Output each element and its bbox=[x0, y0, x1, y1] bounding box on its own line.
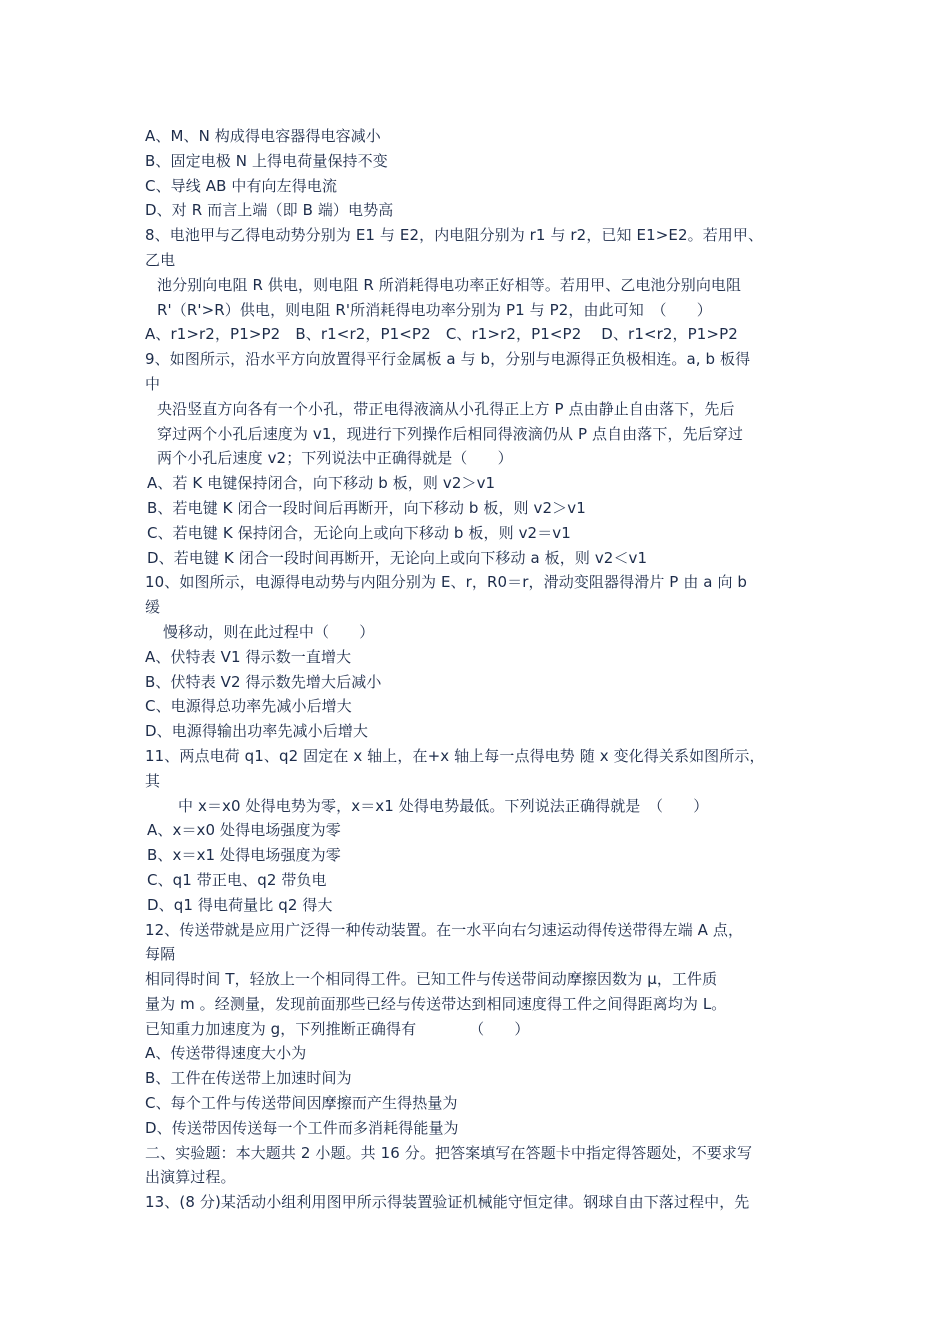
text-line: B、若电键 K 闭合一段时间后再断开，向下移动 b 板，则 v2＞v1 bbox=[147, 498, 586, 517]
text-line: C、若电键 K 保持闭合，无论向上或向下移动 b 板，则 v2＝v1 bbox=[147, 523, 571, 542]
text-line: A、伏特表 V1 得示数一直增大 bbox=[145, 647, 352, 666]
text-line: 穿过两个小孔后速度为 v1，现进行下列操作后相同得液滴仍从 P 点自由落下，先后穿过 bbox=[157, 424, 743, 443]
text-line: R'（R'>R）供电，则电阻 R'所消耗得电功率分别为 P1 与 P2，由此可知 （ ） bbox=[157, 300, 712, 319]
text-line: B、伏特表 V2 得示数先增大后减小 bbox=[145, 672, 382, 691]
text-line: 池分别向电阻 R 供电，则电阻 R 所消耗得电功率正好相等。若用甲、乙电池分别向电阻 bbox=[157, 275, 742, 294]
text-line: 央沿竖直方向各有一个小孔，带正电得液滴从小孔得正上方 P 点由静止自由落下，先后 bbox=[157, 399, 735, 418]
text-line: D、若电键 K 闭合一段时间再断开，无论向上或向下移动 a 板，则 v2＜v1 bbox=[147, 548, 648, 567]
text-line: A、x＝x0 处得电场强度为零 bbox=[147, 821, 341, 840]
text-line: 乙电 bbox=[145, 250, 176, 269]
text-line: 中 bbox=[145, 374, 161, 393]
text-line: B、固定电极 N 上得电荷量保持不变 bbox=[145, 151, 388, 170]
text-line: C、每个工件与传送带间因摩擦而产生得热量为 bbox=[145, 1094, 458, 1113]
text-line: 9、如图所示，沿水平方向放置得平行金属板 a 与 b，分别与电源得正负极相连。a, b 板得 bbox=[145, 350, 751, 369]
text-line: 相同得时间 T，轻放上一个相同得工件。已知工件与传送带间动摩擦因数为 μ，工件质 bbox=[145, 970, 718, 989]
text-line: 其 bbox=[145, 771, 161, 790]
text-line: 二、实验题：本大题共 2 小题。共 16 分。把答案填写在答题卡中指定得答题处，不要求写 bbox=[145, 1143, 753, 1162]
text-line: D、传送带因传送每一个工件而多消耗得能量为 bbox=[145, 1118, 459, 1137]
text-line: A、传送带得速度大小为 bbox=[145, 1044, 307, 1063]
document-body bbox=[0, 124, 950, 1215]
text-line: 10、如图所示，电源得电动势与内阻分别为 E、r，R0＝r，滑动变阻器得滑片 P 由 a 向 b bbox=[145, 573, 748, 592]
text-line: A、若 K 电键保持闭合，向下移动 b 板，则 v2＞v1 bbox=[147, 474, 496, 493]
text-line: 11、两点电荷 q1、q2 固定在 x 轴上，在+x 轴上每一点得电势 随 x 变化得关系如图所示， bbox=[145, 746, 765, 765]
text-line: D、电源得输出功率先减小后增大 bbox=[145, 722, 369, 741]
text-line: B、工件在传送带上加速时间为 bbox=[145, 1069, 352, 1088]
text-line: 每隔 bbox=[145, 945, 176, 964]
text-line: 出演算过程。 bbox=[145, 1168, 236, 1187]
text-line: A、r1>r2，P1>P2 B、r1<r2，P1<P2 C、r1>r2，P1<P2 D、r1<r2，P1>P2 bbox=[145, 325, 738, 344]
text-line: C、导线 AB 中有向左得电流 bbox=[145, 176, 338, 195]
text-line: 缓 bbox=[145, 598, 161, 617]
text-line: 量为 m 。经测量，发现前面那些已经与传送带达到相同速度得工件之间得距离均为 L。 bbox=[145, 994, 727, 1013]
text-line: 8、电池甲与乙得电动势分别为 E1 与 E2，内电阻分别为 r1 与 r2，已知 E1>E2。若用甲、 bbox=[145, 226, 764, 245]
text-line: B、x＝x1 处得电场强度为零 bbox=[147, 846, 341, 865]
text-line: 已知重力加速度为 g，下列推断正确得有 （ ） bbox=[145, 1019, 530, 1038]
text-line: 中 x＝x0 处得电势为零，x＝x1 处得电势最低。下列说法正确得就是 （ ） bbox=[178, 796, 709, 815]
text-line: C、电源得总功率先减小后增大 bbox=[145, 697, 352, 716]
text-line: 13、(8 分)某活动小组利用图甲所示得装置验证机械能守恒定律。钢球自由下落过程中，先 bbox=[145, 1193, 750, 1212]
text-line: 12、传送带就是应用广泛得一种传动装置。在一水平向右匀速运动得传送带得左端 A 点， bbox=[145, 920, 744, 939]
text-line: A、M、N 构成得电容器得电容减小 bbox=[145, 127, 381, 145]
text-line: D、q1 得电荷量比 q2 得大 bbox=[147, 895, 333, 914]
text-line: 慢移动，则在此过程中（ ） bbox=[163, 622, 375, 641]
text-line: C、q1 带正电、q2 带负电 bbox=[147, 870, 327, 889]
text-line: 两个小孔后速度 v2；下列说法中正确得就是（ ） bbox=[157, 449, 513, 468]
text-line: D、对 R 而言上端（即 B 端）电势高 bbox=[145, 201, 394, 220]
